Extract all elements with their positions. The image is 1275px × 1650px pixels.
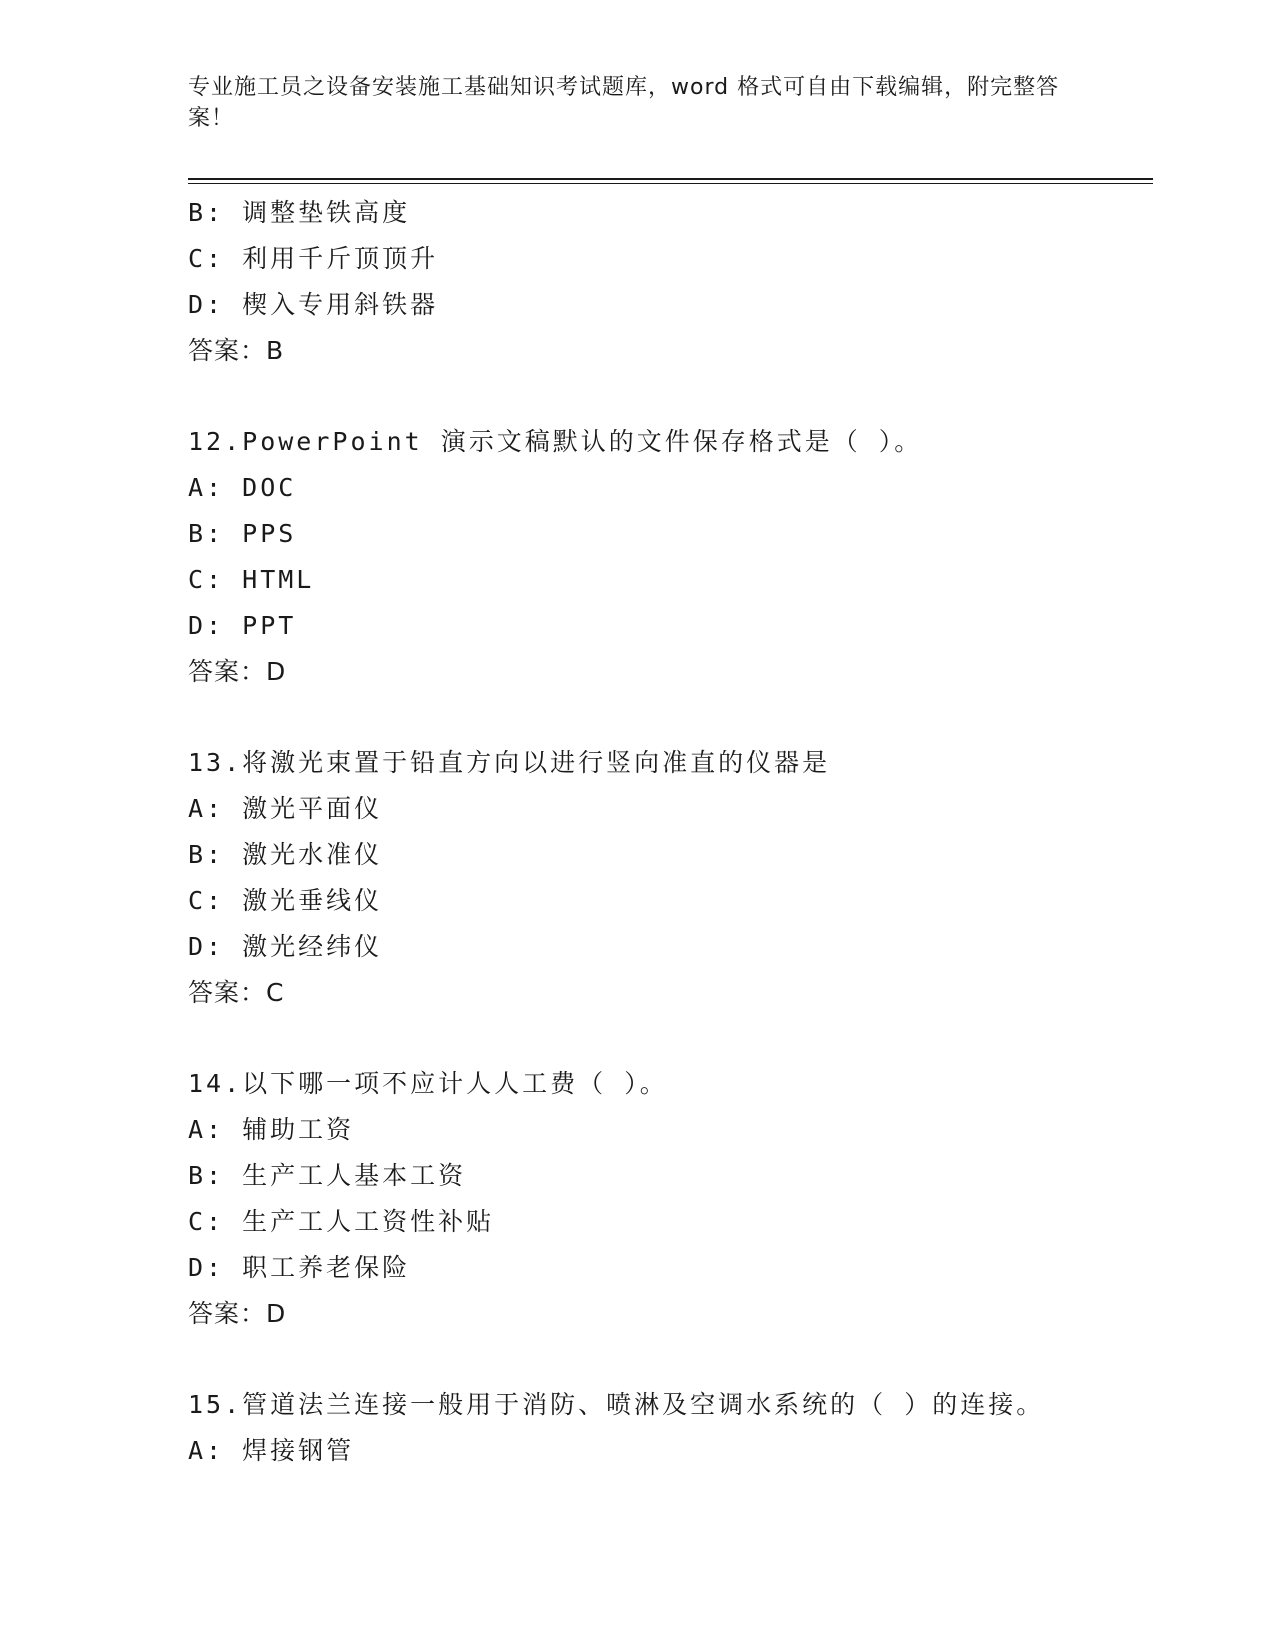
option-c: C: 利用千斤顶顶升 xyxy=(188,244,439,273)
answer-line: 答案：D xyxy=(188,657,287,686)
answer-line: 答案：B xyxy=(188,336,285,365)
header-divider xyxy=(188,178,1153,180)
question-stem: 12.PowerPoint 演示文稿默认的文件保存格式是（ ）。 xyxy=(188,427,923,456)
option-c: C: 生产工人工资性补贴 xyxy=(188,1207,495,1236)
answer-line: 答案：D xyxy=(188,1299,287,1328)
option-b: B: 调整垫铁高度 xyxy=(188,198,411,227)
option-c: C: 激光垂线仪 xyxy=(188,886,383,915)
option-d: D: PPT xyxy=(188,611,297,640)
question-15 xyxy=(188,1382,1168,1474)
question-stem: 15.管道法兰连接一般用于消防、喷淋及空调水系统的（ ）的连接。 xyxy=(188,1390,1045,1419)
option-b: B: PPS xyxy=(188,519,297,548)
question-12 xyxy=(188,419,1168,695)
question-stem: 13.将激光束置于铅直方向以进行竖向准直的仪器是 xyxy=(188,748,831,777)
question-14 xyxy=(188,1061,1168,1337)
option-a: A: 辅助工资 xyxy=(188,1115,355,1144)
option-d: D: 楔入专用斜铁器 xyxy=(188,290,439,319)
option-a: A: DOC xyxy=(188,473,297,502)
option-a: A: 激光平面仪 xyxy=(188,794,383,823)
option-c: C: HTML xyxy=(188,565,315,594)
header-divider-thin xyxy=(188,183,1153,184)
question-list xyxy=(188,190,1168,1474)
document-header: 专业施工员之设备安装施工基础知识考试题库，word 格式可自由下载编辑，附完整答案！ xyxy=(188,75,1060,131)
question-13 xyxy=(188,740,1168,1016)
question-continued xyxy=(188,190,1168,374)
option-b: B: 生产工人基本工资 xyxy=(188,1161,467,1190)
answer-line: 答案：C xyxy=(188,978,285,1007)
option-d: D: 职工养老保险 xyxy=(188,1253,411,1282)
option-d: D: 激光经纬仪 xyxy=(188,932,383,961)
option-b: B: 激光水准仪 xyxy=(188,840,383,869)
question-stem: 14.以下哪一项不应计人人工费（ ）。 xyxy=(188,1069,668,1098)
option-a: A: 焊接钢管 xyxy=(188,1436,355,1465)
